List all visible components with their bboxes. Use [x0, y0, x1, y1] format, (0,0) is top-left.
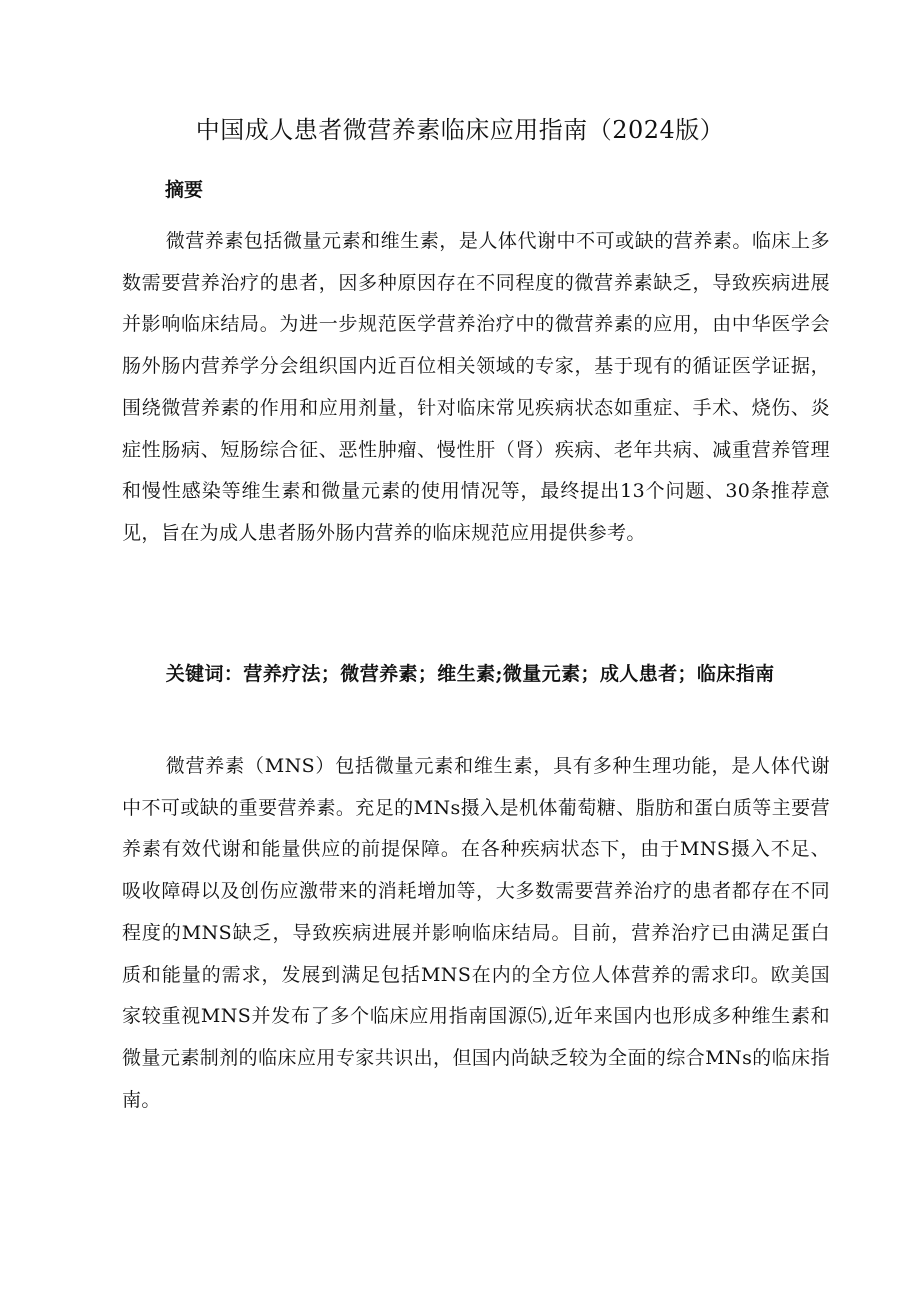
intro-paragraph: 微营养素（MNS）包括微量元素和维生素，具有多种生理功能，是人体代谢中不可或缺的重要营养素。充足的MNs摄入是机体葡萄糖、脂肪和蛋白质等主要营养素有效代谢和能量供应的前提保障。在各种疾病状态下，由于MNS摄入不足、吸收障碍以及创伤应激带来的消耗增加等，大多数需要营养治疗的患者都存在不同程度的MNS缺乏，导致疾病进展并影响临床结局。目前，营养治疗已由满足蛋白质和能量的需求，发展到满足包括MNS在内的全方位人体营养的需求印。欧美国家较重视MNS并发布了多个临床应用指南国源⑸,近年来国内也形成多种维生素和微量元素制剂的临床应用专家共识出，但国内尚缺乏较为全面的综合MNs的临床指南。: [122, 755, 830, 1111]
document-title: 中国成人患者微营养素临床应用指南（2024版）: [195, 116, 725, 144]
abstract-heading: 摘要: [165, 179, 204, 201]
keywords-paragraph: 关键词：营养疗法；微营养素；维生素;微量元素；成人患者；临床指南: [165, 663, 775, 685]
abstract-paragraph: 微营养素包括微量元素和维生素，是人体代谢中不可或缺的营养素。临床上多数需要营养治疗的患者，因多种原因存在不同程度的微营养素缺乏，导致疾病进展并影响临床结局。为进一步规范医学营养治疗中的微营养素的应用，由中华医学会肠外肠内营养学分会组织国内近百位相关领域的专家，基于现有的循证医学证据，围绕微营养素的作用和应用剂量，针对临床常见疾病状态如重症、手术、烧伤、炎症性肠病、短肠综合征、恶性肿瘤、慢性肝（肾）疾病、老年共病、减重营养管理和慢性感染等维生素和微量元素的使用情况等，最终提出13个问题、30条推荐意见，旨在为成人患者肠外肠内营养的临床规范应用提供参考。: [122, 230, 830, 544]
